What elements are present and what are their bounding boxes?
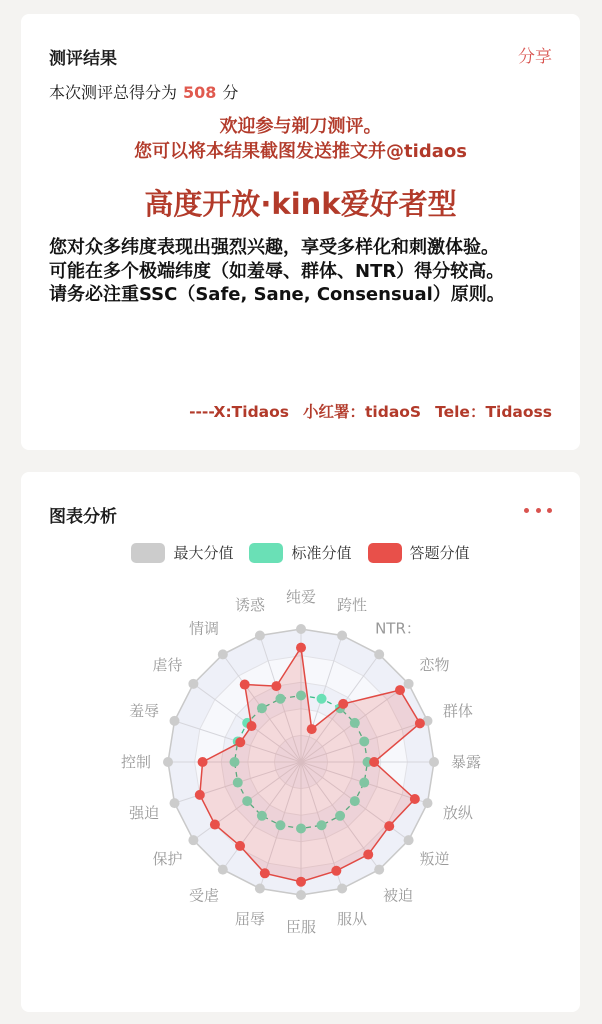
axis-label-5: 暴露 — [450, 753, 482, 771]
chart-card — [21, 472, 580, 1012]
axis-label-18: 情调 — [189, 619, 220, 638]
series-2-point-6 — [410, 794, 420, 804]
series-1-point-1 — [317, 694, 327, 704]
series-0-point-7 — [404, 835, 414, 845]
legend-label-2: 答题分值 — [409, 544, 470, 562]
series-0-point-14 — [170, 798, 180, 808]
axis-label-10: 臣服 — [285, 918, 317, 936]
author-signature — [175, 400, 552, 422]
series-2-point-7 — [384, 821, 394, 831]
series-2-point-4 — [415, 718, 425, 728]
axis-label-0: 纯爱 — [285, 588, 317, 606]
series-0-point-1 — [337, 631, 347, 641]
axis-label-3: 恋物 — [419, 656, 450, 675]
axis-label-11: 屈辱 — [235, 909, 266, 928]
welcome-line-2: 您可以将本结果截图发送推文并@tidaos — [134, 141, 467, 162]
description-line-1: 您对众多纬度表现出强烈兴趣，享受多样化和刺激体验。 — [49, 237, 499, 258]
series-0-point-17 — [188, 679, 198, 689]
series-2-point-9 — [331, 866, 341, 876]
series-0-point-13 — [188, 835, 198, 845]
legend-swatch-1 — [249, 543, 283, 563]
axis-label-7: 叛逆 — [419, 849, 450, 868]
series-2-point-12 — [235, 841, 245, 851]
axis-label-8: 被迫 — [382, 886, 413, 905]
axis-label-19: 诱惑 — [235, 596, 266, 615]
axis-label-2: NTR： — [375, 619, 421, 638]
score-value: 508 — [183, 83, 217, 102]
series-0-point-9 — [337, 883, 347, 893]
series-2-point-16 — [235, 737, 245, 747]
axis-label-12: 受虐 — [189, 886, 220, 905]
series-0-point-3 — [404, 679, 414, 689]
welcome-line-1: 欢迎参与剃刀测评。 — [219, 116, 382, 137]
legend-label-0: 最大分值 — [173, 544, 234, 562]
description-line-2: 可能在多个极端纬度（如羞辱、群体、NTR）得分较高。 — [49, 260, 505, 282]
signature-x: ----X:Tidaos — [189, 403, 289, 421]
series-0-point-5 — [429, 757, 439, 767]
axis-label-13: 保护 — [152, 849, 183, 868]
series-2-point-3 — [395, 685, 405, 695]
series-2-point-2 — [338, 699, 348, 709]
result-title: 测评结果 — [49, 49, 117, 69]
chart-title: 图表分析 — [49, 507, 117, 527]
axis-label-4: 群体 — [442, 702, 473, 721]
legend-item-0[interactable] — [131, 542, 233, 563]
series-0-point-8 — [374, 865, 384, 875]
series-2-point-0 — [296, 643, 306, 653]
result-card — [21, 14, 580, 450]
axis-label-1: 跨性 — [336, 596, 367, 615]
more-dots-icon[interactable] — [524, 502, 552, 518]
axis-label-15: 控制 — [120, 753, 152, 771]
axis-label-9: 服从 — [336, 909, 367, 928]
legend-swatch-0 — [131, 543, 165, 563]
legend-label-1: 标准分值 — [291, 544, 352, 562]
signature-telegram: Tele：Tidaoss — [435, 403, 552, 421]
series-2-point-14 — [195, 790, 205, 800]
axis-label-17: 虐待 — [152, 656, 183, 675]
series-0-point-6 — [422, 798, 432, 808]
score-line — [49, 80, 238, 103]
chart-legend — [21, 542, 580, 563]
series-0-point-18 — [218, 649, 228, 659]
legend-item-2[interactable] — [368, 542, 470, 563]
series-2-point-1 — [307, 724, 317, 734]
series-2-point-11 — [260, 868, 270, 878]
legend-item-1[interactable] — [249, 542, 351, 563]
description-line-3: 请务必注重SSC（Safe, Sane, Consensual）原则。 — [49, 284, 505, 305]
series-0-point-19 — [255, 631, 265, 641]
axis-label-16: 羞辱 — [129, 702, 160, 721]
score-prefix: 本次测评总得分为 — [49, 83, 178, 102]
series-2-point-17 — [247, 721, 257, 731]
series-0-point-16 — [170, 716, 180, 726]
score-suffix: 分 — [222, 83, 239, 102]
series-0-point-2 — [374, 649, 384, 659]
personality-type-title: 高度开放·kink爱好者型 — [144, 187, 457, 221]
share-button[interactable]: 分享 — [518, 47, 552, 67]
series-2-point-8 — [363, 850, 373, 860]
series-0-point-10 — [296, 890, 306, 900]
axis-label-14: 强迫 — [129, 803, 160, 822]
series-0-point-12 — [218, 865, 228, 875]
series-0-point-15 — [163, 757, 173, 767]
series-0-point-11 — [255, 883, 265, 893]
series-2-point-5 — [369, 757, 379, 767]
series-0-point-0 — [296, 624, 306, 634]
series-2-point-18 — [240, 680, 250, 690]
legend-swatch-2 — [368, 543, 402, 563]
signature-xiaohongshu: 小红署：tidaoS — [303, 403, 422, 421]
series-2-point-10 — [296, 877, 306, 887]
series-2-point-15 — [198, 757, 208, 767]
series-2-point-13 — [210, 820, 220, 830]
series-2-point-19 — [271, 681, 281, 691]
result-description — [49, 236, 559, 307]
axis-label-6: 放纵 — [442, 803, 473, 822]
